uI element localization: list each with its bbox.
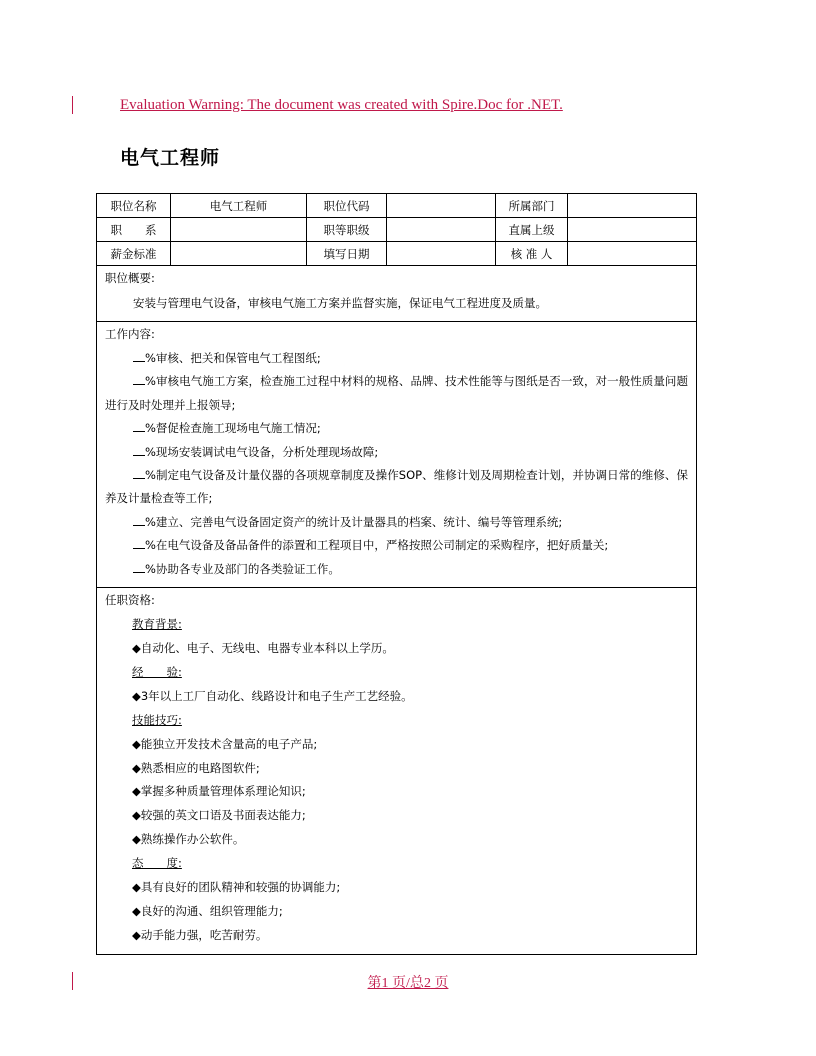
duty-text: %协助各专业及部门的各类验证工作。 <box>145 561 340 576</box>
qualification-group-title <box>105 709 688 733</box>
qualification-item: ◆动手能力强，吃苦耐劳。 <box>132 927 268 942</box>
blank-line <box>133 372 145 385</box>
footer-middle: 页/总 <box>388 976 424 991</box>
duty-item <box>105 464 688 511</box>
duty-item <box>105 558 688 581</box>
blank-line <box>133 560 145 573</box>
duties-section <box>97 322 697 588</box>
header-value-cell <box>568 218 697 242</box>
duty-text: %制定电气设备及计量仪器的各项规章制度及操作SOP、维修计划及周期检查计划，并协调日常的维修、保养及计量检查等工作; <box>105 468 688 506</box>
qualification-group-title-text: 态 度: <box>132 856 182 871</box>
duty-text: %审核电气施工方案，检查施工过程中材料的规格、品牌、技术性能等与图纸是否一致，对一般性质量问题进行及时处理并上报领导; <box>105 374 688 412</box>
footer-suffix: 页 <box>430 976 449 991</box>
job-description-table <box>96 193 697 955</box>
header-label-cell: 所属部门 <box>496 194 568 218</box>
qualification-item: ◆自动化、电子、无线电、电器专业本科以上学历。 <box>132 640 394 655</box>
header-label-cell: 薪金标准 <box>97 242 171 266</box>
duty-item <box>105 511 688 534</box>
blank-line <box>133 513 145 526</box>
duties-heading: 工作内容: <box>105 327 155 341</box>
qualification-item: ◆3年以上工厂自动化、线路设计和电子生产工艺经验。 <box>132 688 413 703</box>
header-value-cell <box>171 242 307 266</box>
header-row <box>97 218 697 242</box>
qualification-item: ◆能独立开发技术含量高的电子产品; <box>132 736 318 751</box>
qualifications-list <box>105 613 688 948</box>
header-label-cell: 核 准 人 <box>496 242 568 266</box>
duty-text: %审核、把关和保管电气工程图纸; <box>145 351 321 365</box>
header-value-cell <box>387 218 496 242</box>
blank-line <box>133 466 145 479</box>
qualification-item: ◆熟悉相应的电路图软件; <box>132 760 260 775</box>
blank-line <box>133 443 145 456</box>
qualifications-heading: 任职资格: <box>105 593 155 608</box>
qualification-item: ◆良好的沟通、组织管理能力; <box>132 903 283 918</box>
margin-mark-top <box>72 96 73 114</box>
header-value-cell <box>387 242 496 266</box>
duty-item <box>105 441 688 464</box>
qualification-group-title-text: 经 验: <box>132 664 182 679</box>
overview-section <box>97 266 697 322</box>
qualification-group-title <box>105 661 688 685</box>
qualification-group-title <box>105 852 688 876</box>
blank-line <box>133 419 145 432</box>
qualification-item: ◆具有良好的团队精神和较强的协调能力; <box>132 880 341 895</box>
evaluation-warning: Evaluation Warning: The document was created with Spire.Doc for .NET. <box>120 97 563 113</box>
qualification-group-title <box>105 613 688 637</box>
qualification-item: ◆掌握多种质量管理体系理论知识; <box>132 784 306 799</box>
header-value-cell <box>568 194 697 218</box>
header-row <box>97 242 697 266</box>
qualification-group-title-text: 教育背景: <box>132 617 182 632</box>
header-label-cell: 职位名称 <box>97 194 171 218</box>
header-value-cell <box>171 218 307 242</box>
header-label-cell: 填写日期 <box>307 242 387 266</box>
blank-line <box>133 349 145 362</box>
qualification-item: ◆较强的英文口语及书面表达能力; <box>132 808 306 823</box>
qualification-item: ◆熟练操作办公软件。 <box>132 832 245 847</box>
header-label-cell: 直属上级 <box>496 218 568 242</box>
header-value-cell: 电气工程师 <box>171 194 307 218</box>
footer-total-pages: 2 <box>423 976 431 991</box>
footer-page-number: 1 <box>381 976 389 991</box>
duty-item <box>105 417 688 440</box>
overview-text: 安装与管理电气设备，审核电气施工方案并监督实施，保证电气工程进度及质量。 <box>133 296 547 310</box>
page-title: 电气工程师 <box>120 147 221 169</box>
duty-text: %在电气设备及备品备件的添置和工程项目中，严格按照公司制定的采购程序，把好质量关; <box>145 538 609 553</box>
duty-item <box>105 370 688 417</box>
header-label-cell: 职等职级 <box>307 218 387 242</box>
duty-item <box>105 534 688 557</box>
header-value-cell <box>568 242 697 266</box>
header-label-cell: 职 系 <box>97 218 171 242</box>
duty-text: %督促检查施工现场电气施工情况; <box>145 421 321 436</box>
duties-list <box>105 347 688 581</box>
duty-text: %现场安装调试电气设备，分析处理现场故障; <box>145 444 379 459</box>
qualification-group-title-text: 技能技巧: <box>132 712 182 727</box>
header-value-cell <box>387 194 496 218</box>
page-footer <box>0 972 816 992</box>
header-label-cell: 职位代码 <box>307 194 387 218</box>
footer-prefix: 第 <box>367 976 382 991</box>
blank-line <box>133 536 145 549</box>
qualifications-section <box>97 588 697 955</box>
duty-text: %建立、完善电气设备固定资产的统计及计量器具的档案、统计、编号等管理系统; <box>145 514 563 529</box>
duty-item <box>105 347 688 370</box>
header-row <box>97 194 697 218</box>
overview-heading: 职位概要: <box>105 271 155 285</box>
